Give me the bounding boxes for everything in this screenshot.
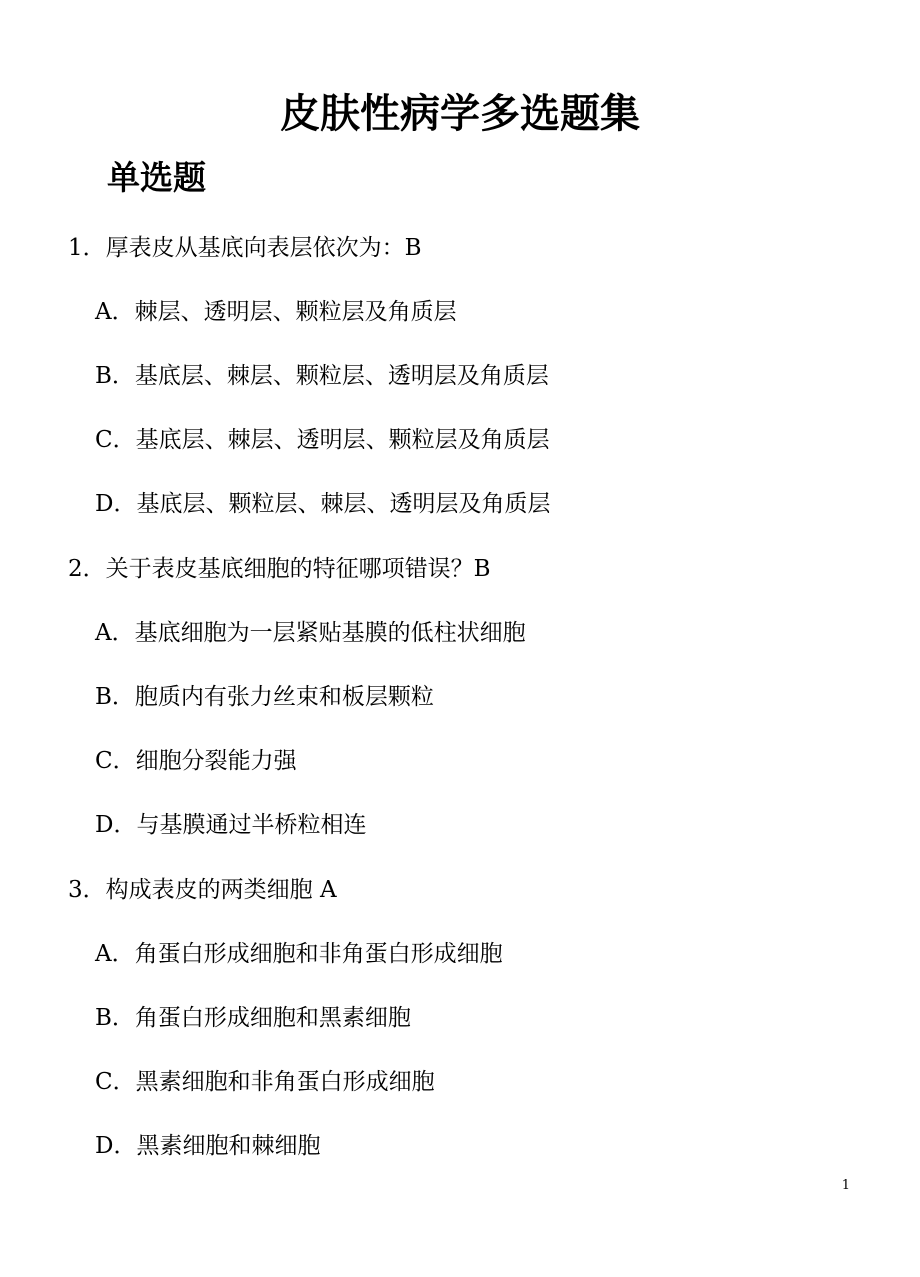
question-option: D．与基膜通过半桥粒相连 (95, 812, 367, 838)
question-option: C．基底层、棘层、透明层、颗粒层及角质层 (95, 427, 550, 453)
question-stem: 2．关于表皮基底细胞的特征哪项错误？B (68, 556, 491, 582)
question-option: C．黑素细胞和非角蛋白形成细胞 (95, 1069, 435, 1095)
question-option: C．细胞分裂能力强 (95, 748, 297, 774)
document-title: 皮肤性病学多选题集 (280, 91, 640, 137)
question-stem: 3．构成表皮的两类细胞 A (68, 877, 337, 903)
question-option: A．棘层、透明层、颗粒层及角质层 (95, 299, 457, 325)
question-option: A．基底细胞为一层紧贴基膜的低柱状细胞 (95, 620, 526, 646)
question-stem: 1．厚表皮从基底向表层依次为：B (68, 235, 422, 261)
question-option: B．胞质内有张力丝束和板层颗粒 (95, 684, 434, 710)
question-option: D．基底层、颗粒层、棘层、透明层及角质层 (95, 491, 551, 517)
question-option: B．基底层、棘层、颗粒层、透明层及角质层 (95, 363, 549, 389)
page-number: 1 (841, 1178, 850, 1193)
question-option: A．角蛋白形成细胞和非角蛋白形成细胞 (95, 941, 503, 967)
question-option: D．黑素细胞和棘细胞 (95, 1133, 321, 1159)
question-option: B．角蛋白形成细胞和黑素细胞 (95, 1005, 411, 1031)
section-heading: 单选题 (107, 158, 206, 197)
